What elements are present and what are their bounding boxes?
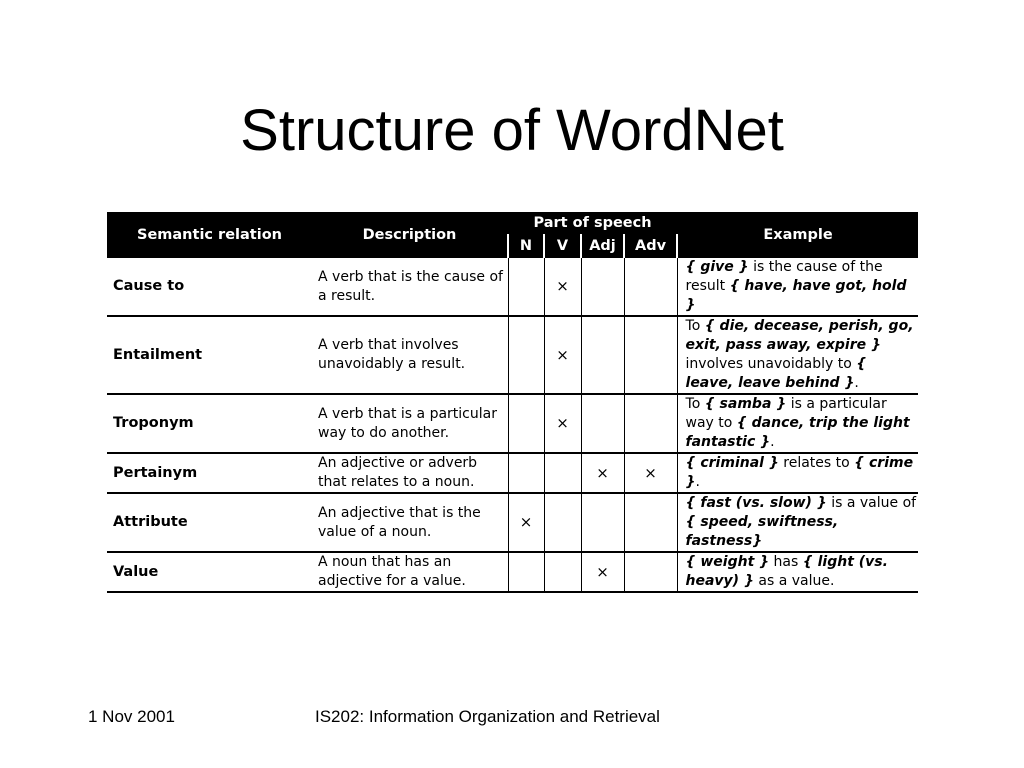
header-pos-adverb: Adv	[624, 234, 677, 258]
relation-example: To { samba } is a particular way to { dance, trip the light fantastic }.	[685, 396, 910, 450]
table-row	[107, 493, 918, 552]
table-row	[107, 394, 918, 453]
header-semantic-relation: Semantic relation	[107, 212, 312, 258]
wordnet-relations-table	[107, 212, 918, 593]
pos-noun-mark: ×	[508, 493, 544, 552]
header-pos-noun: N	[508, 234, 544, 258]
header-description: Description	[312, 212, 508, 258]
table-body	[107, 258, 918, 592]
slide-title: Structure of WordNet	[240, 98, 784, 163]
relation-description: A verb that is a particular way to do another.	[318, 405, 497, 441]
table-row	[107, 316, 918, 394]
relation-example: { criminal } relates to { crime }.	[685, 455, 914, 490]
pos-verb-mark	[544, 453, 581, 493]
relation-name: Attribute	[113, 514, 188, 530]
footer-course: IS202: Information Organization and Retrieval	[315, 707, 660, 726]
pos-adjective-mark	[581, 394, 624, 453]
relation-description: An adjective that is the value of a noun.	[318, 504, 481, 540]
relation-description: A verb that involves unavoidably a result.	[318, 337, 466, 372]
pos-noun-mark	[508, 552, 544, 592]
pos-verb-mark	[544, 493, 581, 552]
pos-adverb-mark	[624, 552, 677, 592]
header-part-of-speech: Part of speech	[508, 212, 677, 234]
header-pos-verb: V	[544, 234, 581, 258]
pos-adverb-mark	[624, 394, 677, 453]
pos-verb-mark	[544, 552, 581, 592]
pos-adjective-mark: ×	[581, 552, 624, 592]
pos-adjective-mark: ×	[581, 453, 624, 493]
table-row	[107, 453, 918, 493]
relation-example: { weight } has { light (vs. heavy) } as a value.	[685, 554, 888, 589]
relation-description: A noun that has an adjective for a value.	[318, 554, 466, 589]
table-row	[107, 552, 918, 592]
relation-name: Cause to	[113, 278, 185, 294]
pos-verb-mark: ×	[544, 258, 581, 316]
relation-name: Value	[113, 563, 159, 580]
footer-date: 1 Nov 2001	[88, 707, 175, 726]
pos-noun-mark	[508, 394, 544, 453]
pos-adverb-mark	[624, 258, 677, 316]
relation-description: An adjective or adverb that relates to a noun.	[318, 455, 478, 490]
pos-verb-mark: ×	[544, 316, 581, 394]
table-row	[107, 258, 918, 316]
relation-example: To { die, decease, perish, go, exit, pass away, expire } involves unavoidably to { leave, leave behind }.	[685, 318, 914, 391]
pos-adverb-mark	[624, 493, 677, 552]
pos-adverb-mark: ×	[624, 453, 677, 493]
pos-noun-mark	[508, 453, 544, 493]
relation-name: Troponym	[113, 415, 194, 431]
pos-verb-mark: ×	[544, 394, 581, 453]
relation-name: Pertainym	[113, 464, 198, 481]
pos-noun-mark	[508, 258, 544, 316]
pos-adjective-mark	[581, 258, 624, 316]
header-pos-adjective: Adj	[581, 234, 624, 258]
header-example: Example	[677, 212, 918, 258]
relation-description: A verb that is the cause of a result.	[318, 268, 503, 304]
relation-example: { fast (vs. slow) } is a value of { speed, swiftness, fastness}	[685, 495, 917, 549]
relation-name: Entailment	[113, 346, 203, 363]
pos-noun-mark	[508, 316, 544, 394]
pos-adjective-mark	[581, 493, 624, 552]
relation-example: { give } is the cause of the result { have, have got, hold }	[685, 259, 907, 313]
pos-adjective-mark	[581, 316, 624, 394]
pos-adverb-mark	[624, 316, 677, 394]
